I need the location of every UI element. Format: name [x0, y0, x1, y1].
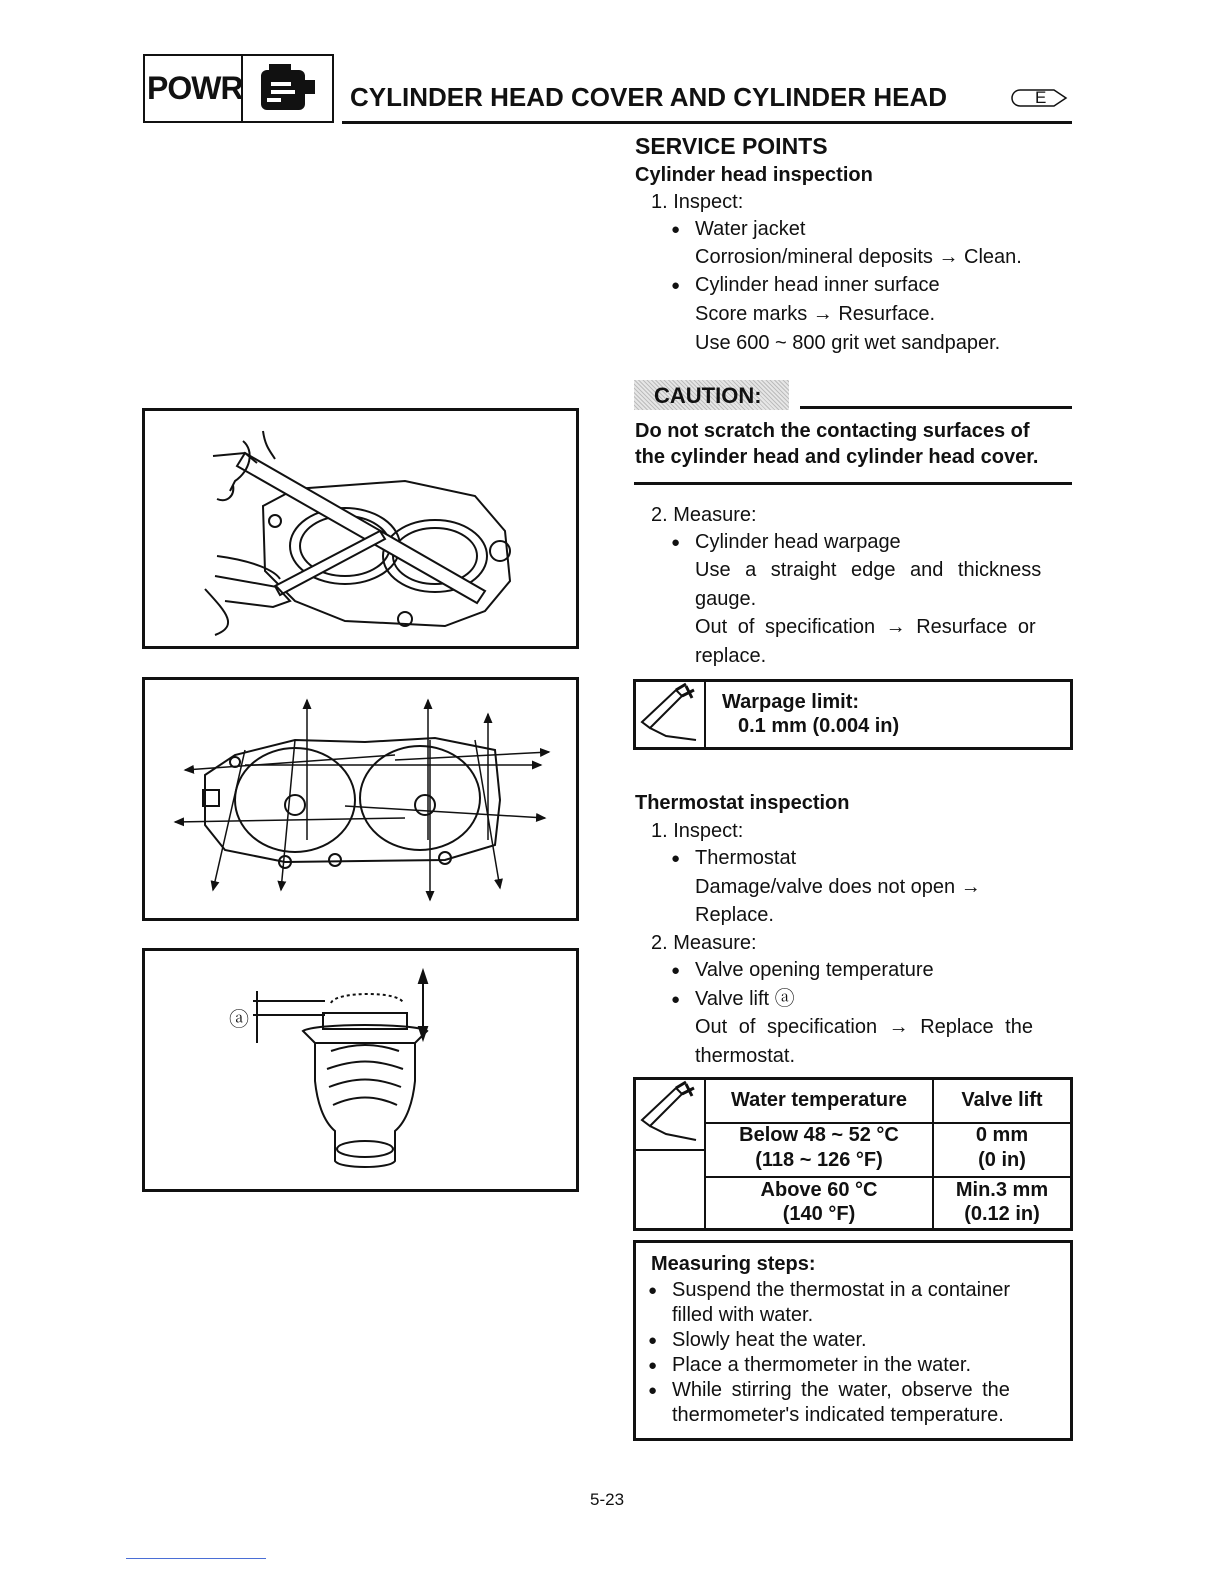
list-item-detail: Out of specification → Resurface or [695, 616, 1036, 638]
page-title: CYLINDER HEAD COVER AND CYLINDER HEAD [350, 82, 948, 112]
warpage-spec-box [633, 679, 1073, 750]
step-measure: 2. Measure: [651, 504, 757, 526]
valve-lift-table [633, 1077, 1073, 1231]
list-item-detail: replace. [695, 645, 767, 667]
caution-text-line1: Do not scratch the contacting surfaces of [635, 420, 1030, 442]
list-item: ● Cylinder head inner surface [695, 274, 940, 296]
caution-rule-top [800, 406, 1072, 409]
list-item-detail: Use a straight edge and thickness [695, 559, 1042, 581]
figure-straight-edge [142, 408, 579, 649]
list-item: ● Slowly heat the water. [672, 1329, 867, 1351]
list-item-detail: Out of specification → Replace the [695, 1016, 1033, 1038]
list-item: ● Cylinder head warpage [695, 531, 901, 553]
figure-warpage-directions [142, 677, 579, 921]
lang-badge [1010, 88, 1068, 108]
table-cell: (140 °F) [782, 1203, 856, 1225]
caution-text-line2: the cylinder head and cylinder head cover. [635, 446, 1039, 468]
list-item-detail: Score marks → Resurface. [695, 303, 936, 325]
table-cell: Below 48 ~ 52 °C [739, 1124, 899, 1146]
list-item-detail: Replace. [695, 904, 774, 926]
warpage-directions-illustration [145, 680, 576, 918]
table-cell: 0 mm [975, 1124, 1029, 1146]
thermostat-illustration [145, 951, 576, 1189]
section-code: POWR [147, 70, 243, 106]
table-cell: Min.3 mm [955, 1179, 1049, 1201]
section-code-box [143, 54, 243, 123]
list-item: ● Water jacket [695, 218, 805, 240]
list-item: ● While stirring the water, observe the [672, 1379, 1010, 1401]
caution-label [634, 380, 789, 410]
footer-rule [126, 1558, 266, 1559]
list-item-detail: gauge. [695, 588, 757, 610]
table-cell: (118 ~ 126 °F) [755, 1149, 883, 1171]
table-cell: (0 in) [978, 1149, 1026, 1171]
list-item: ● Thermostat [695, 847, 796, 869]
section-icon-box [241, 54, 334, 123]
table-header: Valve lift [961, 1089, 1043, 1111]
measuring-steps-box [633, 1240, 1073, 1441]
table-cell: (0.12 in) [964, 1203, 1040, 1225]
list-item: ● Suspend the thermostat in a container [672, 1279, 1010, 1301]
caliper-icon-cell [636, 1080, 706, 1228]
straight-edge-illustration [145, 411, 576, 646]
cyl-head-inspection-title: Cylinder head inspection [635, 164, 873, 186]
thermostat-inspection-title: Thermostat inspection [635, 792, 850, 814]
caution-rule-bottom [634, 482, 1072, 485]
list-item-detail: Corrosion/mineral deposits → Clean. [695, 246, 1022, 268]
table-header: Water temperature [731, 1089, 907, 1111]
step-inspect: 1. Inspect: [651, 191, 744, 213]
warpage-limit-label: Warpage limit: [722, 691, 860, 713]
table-cell: Above 60 °C [760, 1179, 878, 1201]
warpage-limit-value: 0.1 mm (0.004 in) [738, 715, 900, 737]
caliper-icon [636, 1080, 702, 1146]
figure-thermostat [142, 948, 579, 1192]
page-number: 5-23 [590, 1490, 625, 1509]
header-rule [342, 121, 1072, 124]
valve-lift-callout: ⓐ [229, 1009, 249, 1031]
measuring-steps-title: Measuring steps: [651, 1253, 816, 1275]
list-item-detail: Use 600 ~ 800 grit wet sandpaper. [695, 332, 1001, 354]
engine-icon [243, 56, 332, 121]
service-points-heading: SERVICE POINTS [635, 133, 828, 159]
caliper-icon-cell [636, 682, 706, 747]
step-inspect: 1. Inspect: [651, 820, 744, 842]
list-item: ● Valve lift ⓐ [695, 988, 795, 1010]
list-item: ● Valve opening temperature [695, 959, 934, 981]
caliper-icon [636, 682, 702, 744]
caution-label-text: CAUTION: [654, 383, 762, 408]
list-item-detail: Damage/valve does not open → [695, 876, 981, 898]
list-item: ● Place a thermometer in the water. [672, 1354, 971, 1376]
list-item-detail: thermometer's indicated temperature. [672, 1404, 1004, 1426]
list-item-detail: filled with water. [672, 1304, 814, 1326]
list-item-detail: thermostat. [695, 1045, 796, 1067]
lang-code: E [1035, 88, 1047, 107]
step-measure: 2. Measure: [651, 932, 757, 954]
